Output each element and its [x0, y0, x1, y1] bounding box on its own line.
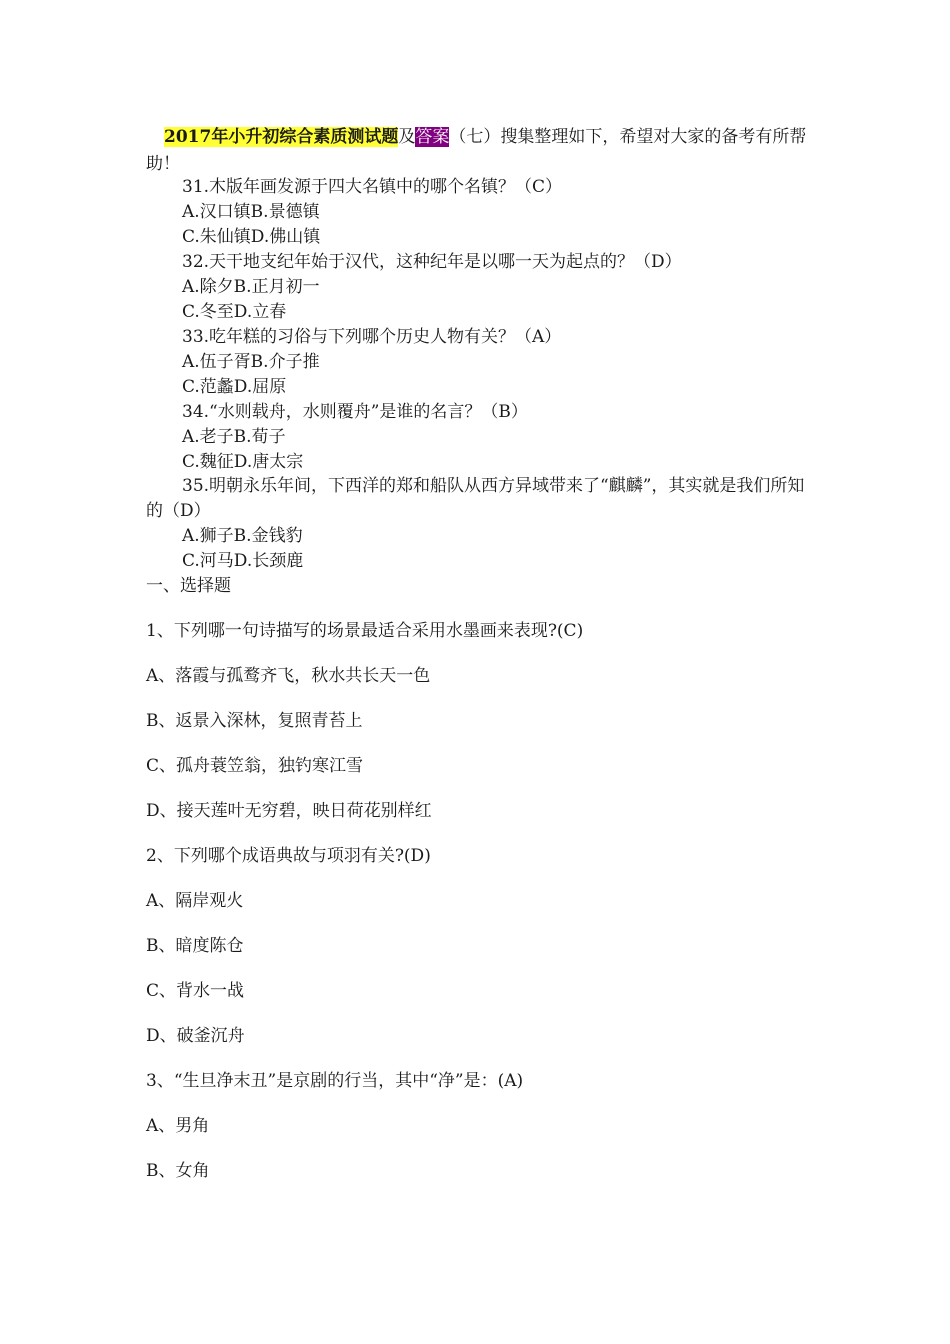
question-2: 2、下列哪个成语典故与项羽有关?(D)	[146, 846, 431, 866]
title-highlight: 2017年小升初综合素质测试题	[164, 127, 399, 147]
option-line: B、暗度陈仓	[146, 936, 244, 956]
question-35: 35.明朝永乐年间，下西洋的郑和船队从西方异域带来了“麒麟”，其实就是我们所知的（D）	[146, 476, 805, 521]
question-32: 32.天干地支纪年始于汉代，这种纪年是以哪一天为起点的？（D）	[182, 252, 682, 272]
questions-31-34	[146, 175, 816, 475]
option-line: D、破釜沉舟	[146, 1026, 245, 1046]
option-line: C、背水一战	[146, 981, 245, 1001]
option-line: C.朱仙镇D.佛山镇	[182, 227, 321, 247]
option-line: A.除夕B.正月初一	[182, 277, 320, 297]
option-line: B、女角	[146, 1161, 210, 1181]
section-heading: 一、选择题	[146, 576, 231, 596]
option-line: A、隔岸观火	[146, 891, 244, 911]
option-line: C.冬至D.立春	[182, 302, 287, 322]
option-line: C.河马D.长颈鹿	[182, 551, 304, 571]
option-line: A.老子B.荀子	[182, 427, 286, 447]
question-31: 31.木版年画发源于四大名镇中的哪个名镇？（C）	[182, 177, 563, 197]
question-33: 33.吃年糕的习俗与下列哪个历史人物有关？（A）	[182, 327, 562, 347]
option-line: B、返景入深林，复照青苔上	[146, 711, 363, 731]
option-line: A、男角	[146, 1116, 210, 1136]
option-line: A.狮子B.金钱豹	[182, 526, 303, 546]
intro-rest: （七）搜集整理如下，希望对大家的备考有所帮助！	[146, 127, 807, 174]
option-line: D、接天莲叶无穷碧，映日荷花别样红	[146, 801, 432, 821]
option-line: A.伍子胥B.介子推	[182, 352, 320, 372]
option-line: A.汉口镇B.景德镇	[182, 202, 320, 222]
intro-paragraph	[146, 124, 816, 178]
option-line: A、落霞与孤鹜齐飞，秋水共长天一色	[146, 666, 431, 686]
option-line: C.魏征D.唐太宗	[182, 452, 304, 472]
question-1: 1、下列哪一句诗描写的场景最适合采用水墨画来表现?(C)	[146, 621, 584, 641]
intro-connector: 及	[398, 127, 416, 147]
multiple-choice-section	[146, 574, 816, 1204]
question-34: 34.“水则载舟，水则覆舟”是谁的名言？（B）	[182, 402, 528, 422]
answer-highlight: 答案	[415, 127, 450, 147]
option-line: C、孤舟蓑笠翁，独钓寒江雪	[146, 756, 364, 776]
question-3: 3、“生旦净末丑”是京剧的行当，其中“净”是：(A)	[146, 1071, 524, 1091]
option-line: C.范蠡D.屈原	[182, 377, 287, 397]
question-35-options	[146, 524, 816, 574]
